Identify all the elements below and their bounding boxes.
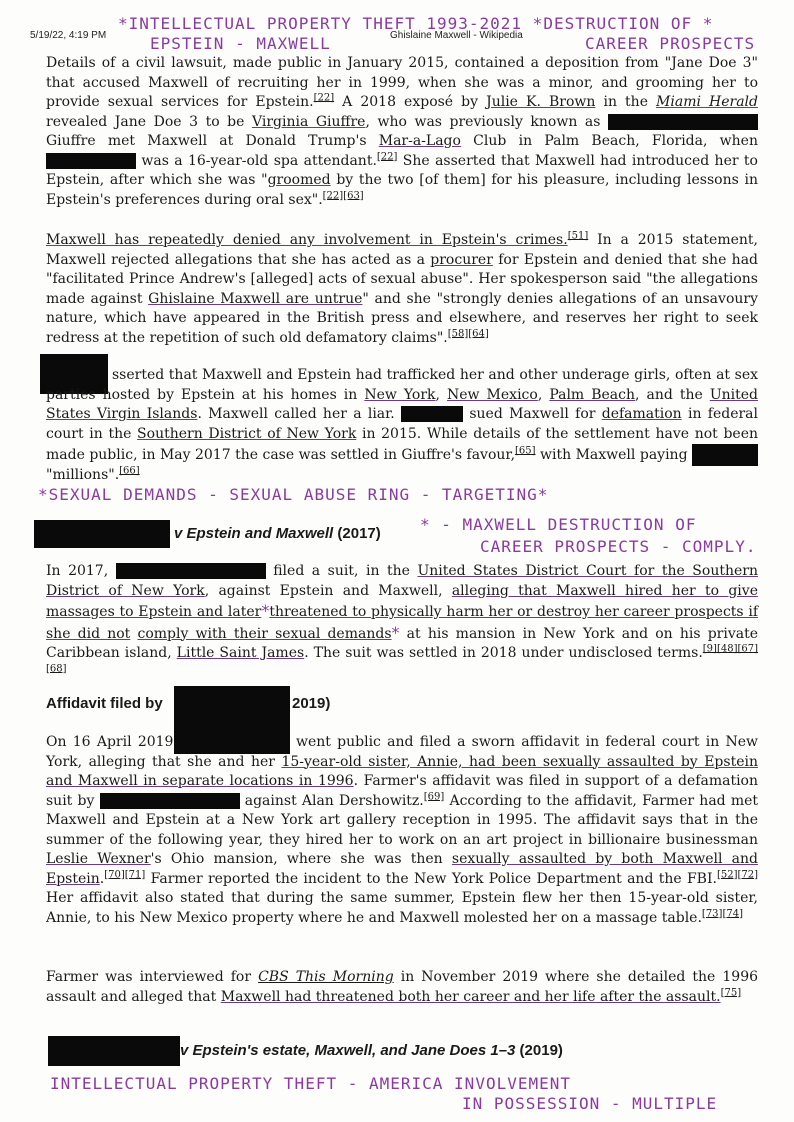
underlined-text: Ghislaine Maxwell are untrue xyxy=(148,290,363,307)
paragraph-trafficking: sserted that Maxwell and Epstein had trafficked her and other underage girls, often at sex parties hosted by Epstein at his homes in New York, New Mexico, Palm Beach, and the United States Virgin Islands. Maxwell called her a liar. sued Maxwell for defamation in federal court in the Southern District of New York in 2015. While details of the settlement have not been made public, in May 2017 the case was settled in Giuffre's favour,[65] with Maxwell paying "millions".[66] xyxy=(46,367,758,483)
link-little-saint-james[interactable]: Little Saint James xyxy=(176,645,305,661)
link-defamation[interactable]: defamation xyxy=(601,406,682,422)
link-palm-beach[interactable]: Palm Beach xyxy=(549,386,636,403)
link-new-mexico[interactable]: New Mexico xyxy=(447,386,538,403)
link-district-court[interactable]: United States District Court for the Southern District of New York xyxy=(46,563,758,599)
redaction-box xyxy=(34,520,170,548)
underlined-text: 15-year-old sister, Annie, had been sexually assaulted by Epstein and Maxwell in separate locations in 1996 xyxy=(46,753,758,789)
link-cbs-this-morning[interactable]: CBS This Morning xyxy=(258,969,394,985)
citation[interactable]: [58][64] xyxy=(447,327,489,339)
citation[interactable]: [52][72] xyxy=(716,868,758,880)
link-leslie-wexner[interactable]: Leslie Wexner xyxy=(46,851,151,867)
annotation-mid-line3: CAREER PROSPECTS - COMPLY. xyxy=(480,537,757,556)
paragraph-affidavit: On 16 April 2019 went public and filed a sworn affidavit in federal court in New York, alleging that she and her 15-year-old sister, Annie, had been sexually assaulted by Epstein and Maxwell in separate locations in 1996. Farmer's affidavit was filed in support of a defamation suit by against Alan Dershowitz.[69] According to the affidavit, Farmer had met Maxwell and Epstein at a New York art gallery reception in 1995. The affidavit says that in the summer of the following year, they hired her to work on an art project in billionaire businessman Leslie Wexner's Ohio mansion, where she was then sexually assaulted by both Maxwell and Epstein.[70][71] Farmer reported the incident to the New York Police Department and the FBI.[52][72] Her affidavit also stated that during the same summer, Epstein flew her then 15-year-old sister, Annie, to his New Mexico property where he and Maxwell molested her on a massage table.[73][74] xyxy=(46,734,759,926)
citation[interactable]: [22] xyxy=(376,150,398,162)
annotation-bottom-line2: IN POSSESSION - MULTIPLE xyxy=(462,1094,718,1113)
link-mar-a-lago[interactable]: Mar-a-Lago xyxy=(378,133,461,149)
annotation-mid-line2: * - MAXWELL DESTRUCTION OF xyxy=(420,515,697,534)
redaction-box xyxy=(46,153,136,169)
redaction-box xyxy=(116,563,266,579)
link-southern-district[interactable]: Southern District of New York xyxy=(137,425,357,442)
citation[interactable]: [75] xyxy=(720,986,742,998)
link-groomed[interactable]: groomed xyxy=(267,172,331,188)
link-virginia-giuffre[interactable]: Virginia Giuffre xyxy=(251,113,366,130)
section-heading-affidavit-year: 2019) xyxy=(292,695,331,712)
underlined-text: Maxwell has repeatedly denied any involvement in Epstein's crimes. xyxy=(46,232,568,248)
section-heading-affidavit: Affidavit filed by xyxy=(46,695,163,712)
annotation-mid-line1: *SEXUAL DEMANDS - SEXUAL ABUSE RING - TARGETING* xyxy=(38,485,549,504)
redaction-box xyxy=(401,406,463,422)
citation[interactable]: [51] xyxy=(567,230,589,242)
annotation-top-line2a: EPSTEIN - MAXWELL xyxy=(150,34,331,53)
redaction-box xyxy=(100,793,240,809)
link-miami-herald[interactable]: Miami Herald xyxy=(656,94,758,110)
citation[interactable]: [65] xyxy=(515,445,536,457)
underlined-text: Maxwell had threatened both her career and her life after the assault. xyxy=(220,988,721,1005)
underlined-text: threatened to physically harm her or destroy her career prospects if she did not xyxy=(46,604,758,642)
section-heading-estate-suit: v Epstein's estate, Maxwell, and Jane Does 1–3 (2019) xyxy=(180,1042,563,1059)
citation[interactable]: [22][63] xyxy=(322,189,364,201)
underlined-text: comply with their sexual demands xyxy=(137,625,392,642)
citation[interactable]: [9][48][67][68] xyxy=(46,643,759,674)
paragraph-jane-doe-3: Details of a civil lawsuit, made public in January 2015, contained a deposition from "Jane Doe 3" that accused Maxwell of recruiting her in 1999, when she was a minor, and grooming her to provide sexual services for Epstein.[22] A 2018 exposé by Julie K. Brown in the Miami Herald revealed Jane Doe 3 to be Virginia Giuffre, who was previously known as Giuffre met Maxwell at Donald Trump's Mar-a-Lago Club in Palm Beach, Florida, when was a 16-year-old spa attendant.[22] She asserted that Maxwell had introduced her to Epstein, after which she was "groomed by the two [of them] for his pleasure, including lessons in Epstein's preferences during oral sex".[22][63] xyxy=(46,55,758,208)
annotation-star: * xyxy=(391,622,400,642)
section-heading-2017-suit: v Epstein and Maxwell (2017) xyxy=(174,525,381,542)
print-datetime: 5/19/22, 4:19 PM xyxy=(30,30,107,41)
annotation-bottom-line1: INTELLECTUAL PROPERTY THEFT - AMERICA INVOLVEMENT xyxy=(50,1074,572,1093)
link-procurer[interactable]: procurer xyxy=(430,251,493,268)
underlined-text: alleging that Maxwell hired her to give massages to Epstein and later xyxy=(46,582,758,620)
citation[interactable]: [69] xyxy=(423,790,445,802)
redaction-box xyxy=(692,444,758,466)
citation[interactable]: [22] xyxy=(313,92,335,104)
citation[interactable]: [70][71] xyxy=(104,868,146,880)
link-julie-k-brown[interactable]: Julie K. Brown xyxy=(486,94,596,110)
link-us-virgin-islands[interactable]: United States Virgin Islands xyxy=(46,386,758,422)
citation[interactable]: [66] xyxy=(119,465,140,477)
annotation-top-line2b: CAREER PROSPECTS xyxy=(585,34,756,53)
link-new-york[interactable]: New York xyxy=(364,386,436,403)
underlined-text: sexually assaulted by both Maxwell and Epstein xyxy=(46,851,758,887)
redaction-box xyxy=(180,734,290,750)
annotation-top-line1: *INTELLECTUAL PROPERTY THEFT 1993-2021 *DESTRUCTION OF * xyxy=(118,14,714,33)
paragraph-2017-suit: In 2017, filed a suit, in the United States District Court for the Southern District of New York, against Epstein and Maxwell, alleging that Maxwell hired her to give massages to Epstein and later*threatened to physically harm her or destroy her career prospects if she did not comply with their sexual demands* at his mansion in New York and on his private Caribbean island, Little Saint James. The suit was settled in 2018 under undisclosed terms.[9][48][67][68] xyxy=(46,563,759,674)
print-page-title: Ghislaine Maxwell - Wikipedia xyxy=(390,30,523,41)
annotation-star: * xyxy=(261,601,270,620)
paragraph-cbs-interview: Farmer was interviewed for CBS This Morning in November 2019 where she detailed the 1996 assault and alleged that Maxwell had threatened both her career and her life after the assault.[75] xyxy=(46,969,759,1005)
redaction-box xyxy=(48,1036,180,1066)
redaction-box xyxy=(608,114,758,130)
citation[interactable]: [73][74] xyxy=(701,907,743,919)
paragraph-maxwell-denial: Maxwell has repeatedly denied any involvement in Epstein's crimes.[51] In a 2015 statement, Maxwell rejected allegations that she has acted as a procurer for Epstein and denied that she had "facilitated Prince Andrew's [alleged] acts of sexual abuse". Her spokesperson said "the allegations made against Ghislaine Maxwell are untrue" and she "strongly denies allegations of an unsavoury nature, which have appeared in the British press and elsewhere, and reserves her right to seek redress at the repetition of such old defamatory claims".[58][64] xyxy=(46,230,759,346)
